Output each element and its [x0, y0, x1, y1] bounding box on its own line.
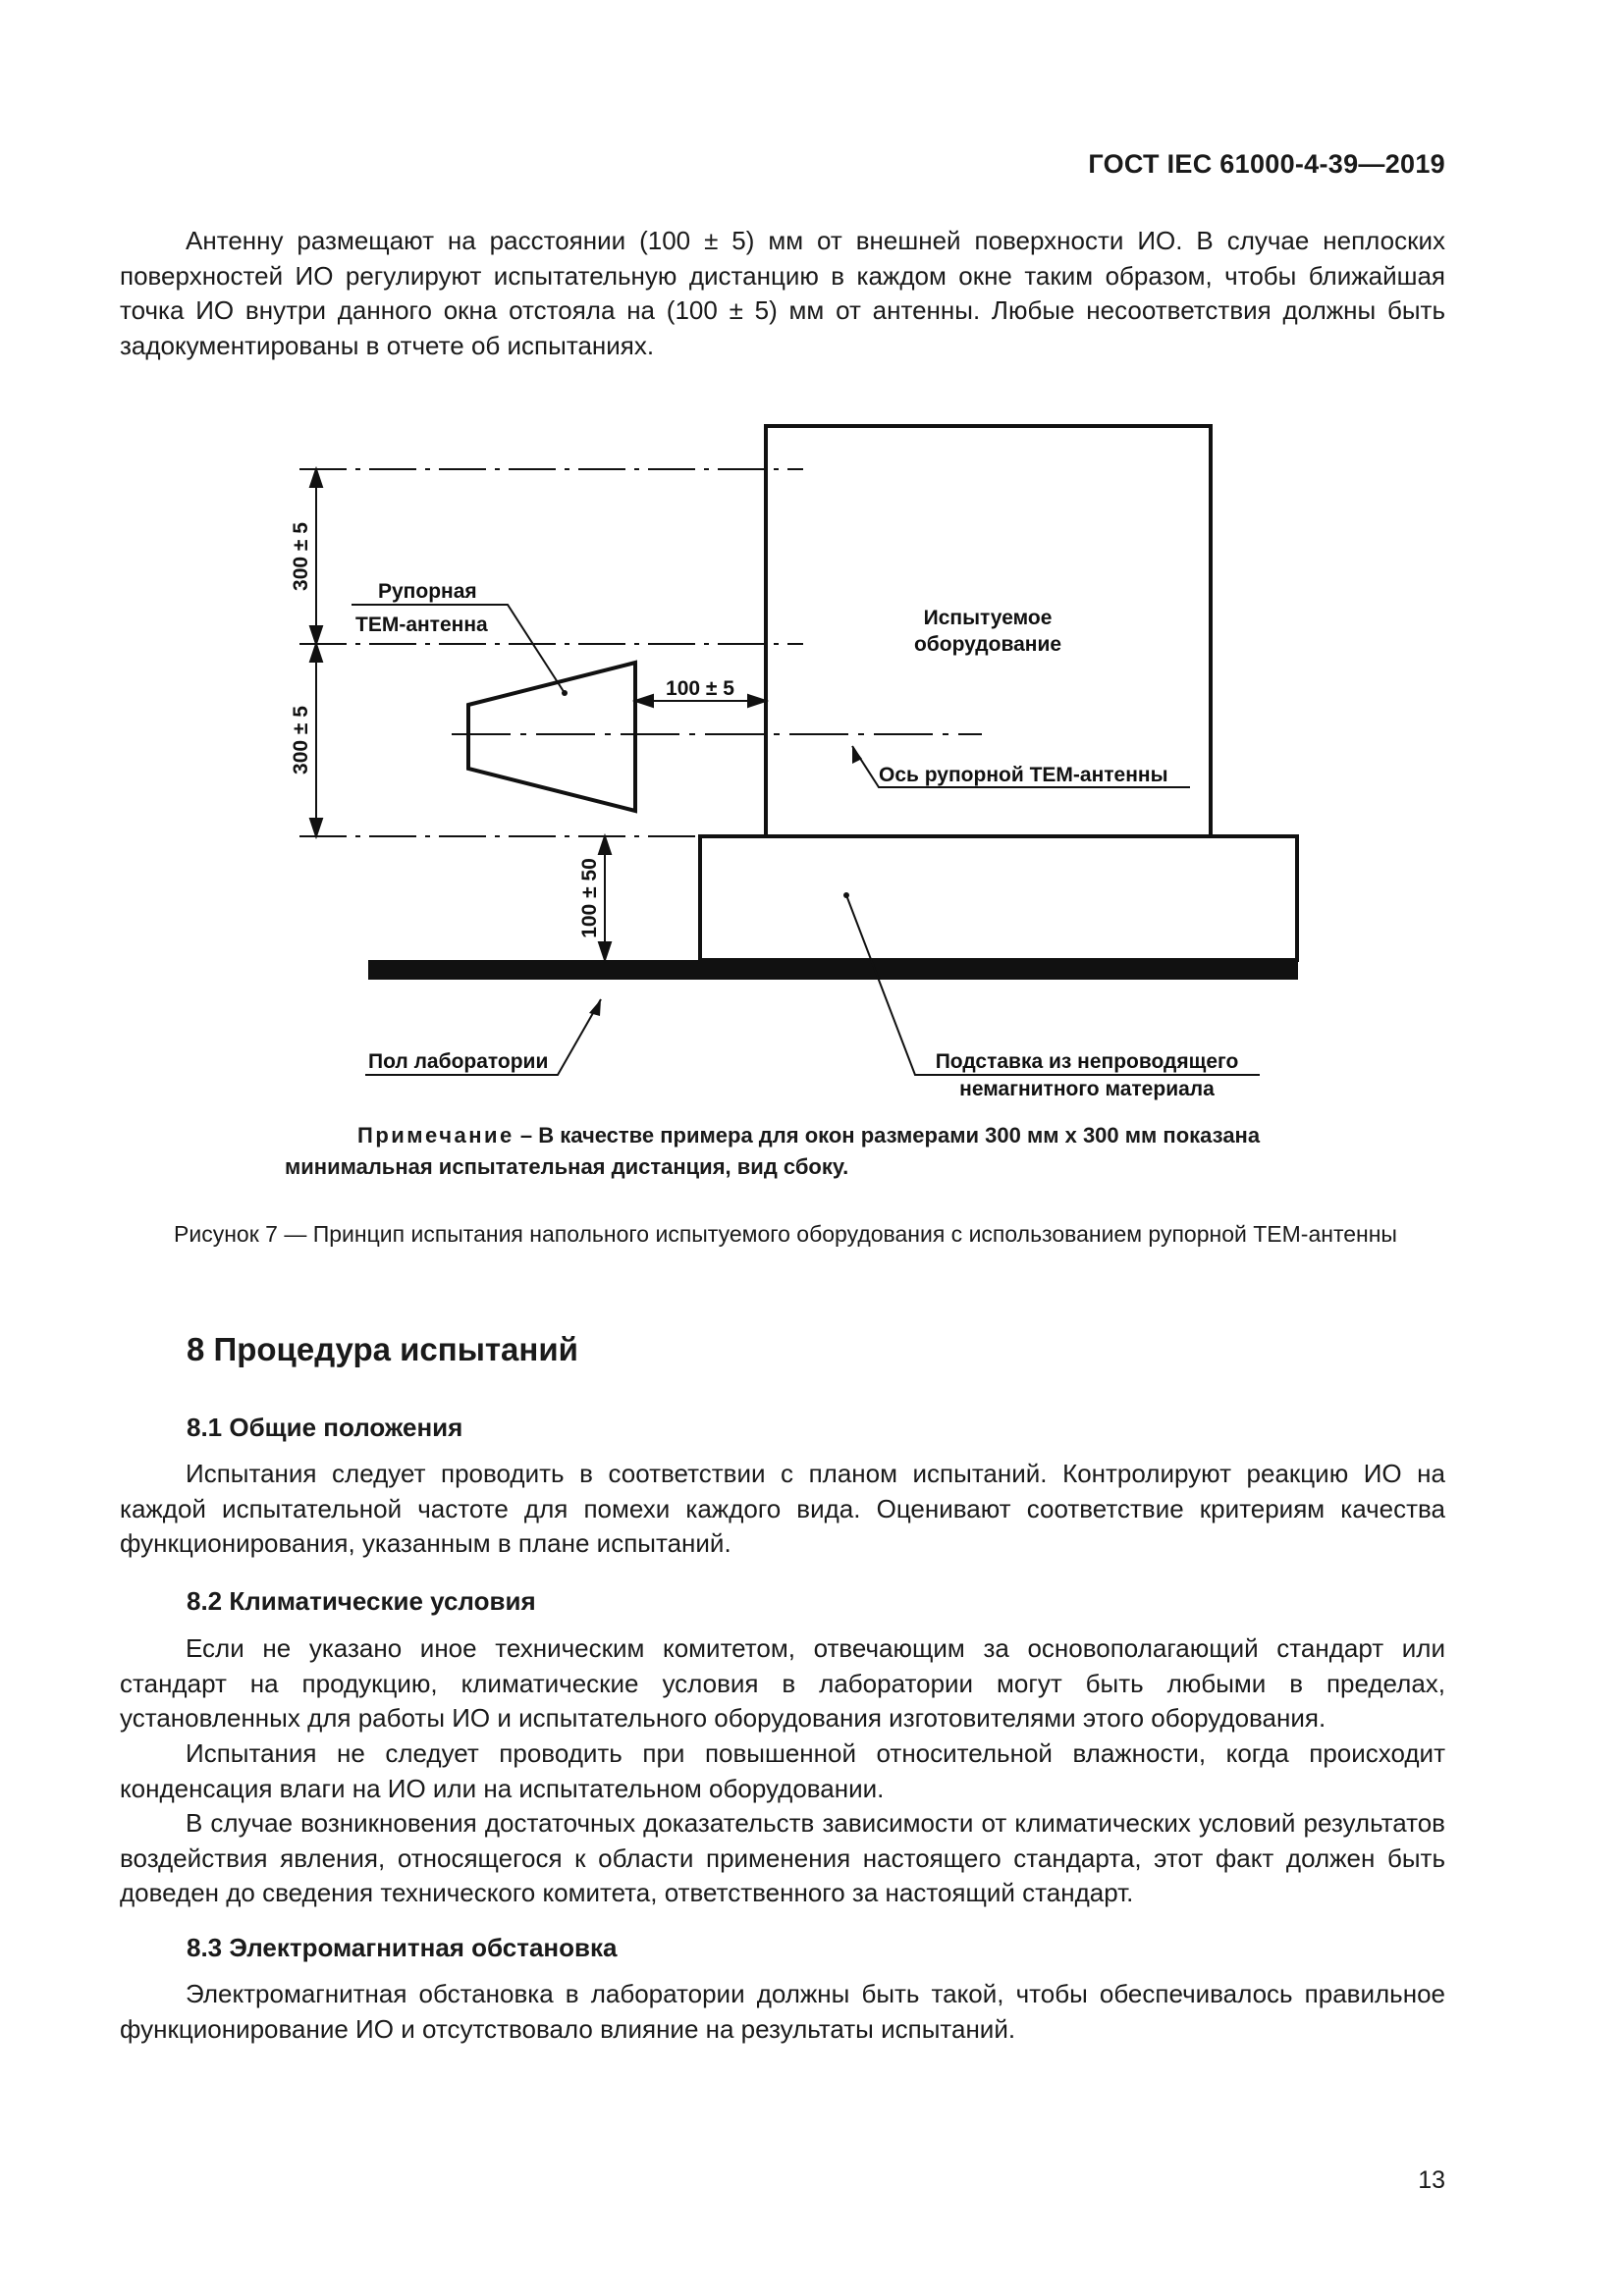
- arrowhead: [599, 942, 611, 960]
- figure-note-label: Примечание: [357, 1123, 514, 1148]
- page-number: 13: [1418, 2166, 1445, 2194]
- leader-dot: [843, 892, 849, 898]
- support-leader-line: [846, 895, 1260, 1075]
- horn-antenna: [468, 663, 635, 811]
- leader-dot: [562, 690, 568, 696]
- horn-label-line2: ТЕМ-антенна: [355, 614, 488, 636]
- support-label-line2: немагнитного материала: [959, 1078, 1215, 1100]
- lab-floor: [368, 960, 1298, 980]
- figure-7-diagram: [0, 393, 1624, 1109]
- arrowhead: [635, 695, 653, 707]
- section-8-1-paragraph: Испытания следует проводить в соответствии с планом испытаний. Контролируют реакцию ИО на каждой испытательной частоте для помехи каждого вида. Оценивают соответствие критериям качества функционирования, указанным в плане испытаний.: [120, 1459, 1445, 1558]
- figure-note: [285, 1120, 1326, 1183]
- section-8-2-paragraph-2: Испытания не следует проводить при повышенной относительной влажности, когда происходит конденсация влаги на ИО или на испытательном оборудовании.: [120, 1738, 1445, 1803]
- arrowhead: [589, 999, 601, 1016]
- horn-label-line1: Рупорная: [378, 580, 477, 603]
- arrowhead: [852, 746, 862, 764]
- distance-dimension-label: 100 ± 5: [666, 677, 734, 700]
- arrowhead: [599, 836, 611, 854]
- axis-label: Ось рупорной ТЕМ-антенны: [879, 764, 1168, 786]
- eut-label-line1: Испытуемое: [923, 607, 1053, 629]
- arrowhead: [748, 695, 766, 707]
- height-dimension-label: 100 ± 50: [578, 858, 601, 938]
- figure-caption: Рисунок 7 — Принцип испытания напольного испытуемого оборудования с использованием рупорной ТЕМ-антенны: [174, 1221, 1397, 1247]
- support-label-line1: Подставка из непроводящего: [935, 1050, 1239, 1073]
- arrowhead: [310, 819, 322, 836]
- section-8-2-paragraph-1: Если не указано иное техническим комитетом, отвечающим за основополагающий стандарт или стандарт на продукцию, климатические условия в лаборатории могут быть любыми в пределах, установленных для работы ИО и испытательного оборудования изготовителями этого оборудования.: [120, 1633, 1445, 1733]
- figure-note-text: – В качестве примера для окон размерами 300 мм х 300 мм показана минимальная испытательная дистанция, вид сбоку.: [285, 1123, 1261, 1179]
- section-8-3-title: 8.3 Электромагнитная обстановка: [187, 1933, 618, 1962]
- section-8-1-title: 8.1 Общие положения: [187, 1413, 463, 1442]
- section-8-2-paragraph-3: В случае возникновения достаточных доказательств зависимости от климатических условий результатов воздействия явления, относящегося к области применения настоящего стандарта, этот факт должен быть доведен до сведения технического комитета, ответственного за настоящий стандарт.: [120, 1808, 1445, 1907]
- document-header-id: ГОСТ IEC 61000-4-39—2019: [1088, 149, 1445, 179]
- section-8-title: 8 Процедура испытаний: [187, 1331, 578, 1367]
- top-window-dimension-label: 300 ± 5: [290, 522, 312, 591]
- section-8-3-paragraph: Электромагнитная обстановка в лаборатории должны быть такой, чтобы обеспечивалось правильное функционирование ИО и отсутствовало влияние на результаты испытаний.: [120, 1979, 1445, 2044]
- intro-paragraph: Антенну размещают на расстоянии (100 ± 5) мм от внешней поверхности ИО. В случае неплоских поверхностей ИО регулируют испытательную дистанцию в каждом окне таким образом, чтобы ближайшая точка ИО внутри данного окна отстояла на (100 ± 5) мм от антенны. Любые несоответствия должны быть задокументированы в отчете об испытаниях.: [120, 226, 1445, 360]
- arrowhead: [310, 469, 322, 487]
- floor-label: Пол лаборатории: [368, 1050, 549, 1073]
- arrowhead: [310, 644, 322, 662]
- section-8-2-title: 8.2 Климатические условия: [187, 1586, 536, 1616]
- eut-label-line2: оборудование: [913, 633, 1062, 656]
- middle-window-dimension-label: 300 ± 5: [290, 706, 312, 774]
- support-box: [700, 836, 1297, 960]
